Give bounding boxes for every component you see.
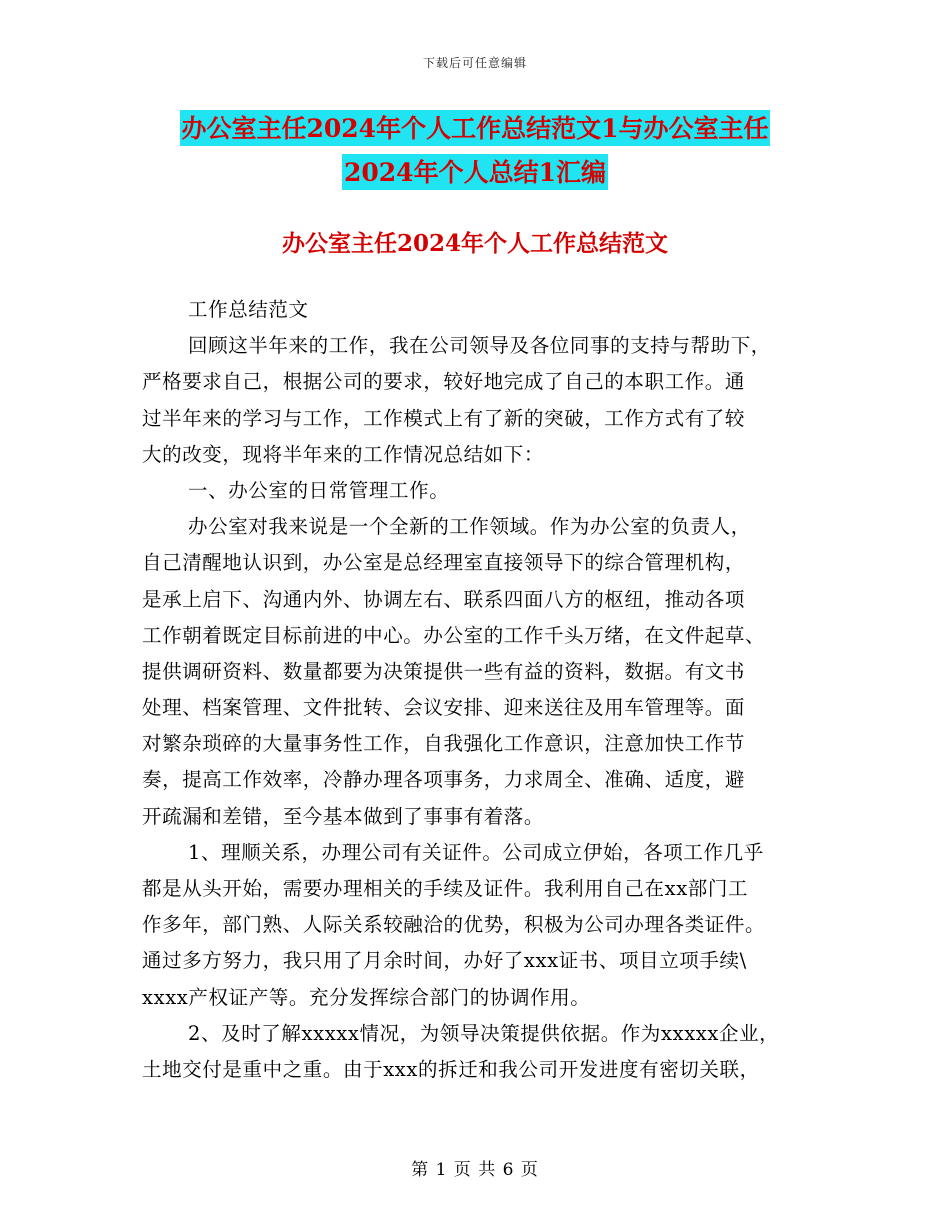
document-title-line-2 (0, 160, 950, 185)
body-line: 通过多方努力，我只用了月余时间，办好了xxx证书、项目立项手续\ (142, 949, 747, 973)
header-note: 下载后可任意编辑 (422, 56, 527, 70)
body-line: 土地交付是重中之重。由于xxx的拆迁和我公司开发进度有密切关联， (142, 1057, 760, 1081)
body-line: 作多年，部门熟、人际关系较融洽的优势，积极为公司办理各类证件。 (142, 913, 766, 937)
body-line: 过半年来的学习与工作，工作模式上有了新的突破，工作方式有了较 (142, 406, 746, 430)
body-line: xxxx产权证产等。充分发挥综合部门的协调作用。 (142, 985, 591, 1009)
document-title-line-2-text: 2024年个人总结1汇编 (342, 154, 608, 190)
document-body (142, 292, 822, 1088)
body-line: 严格要求自己，根据公司的要求，较好地完成了自己的本职工作。通 (142, 370, 746, 394)
body-line: 工作朝着既定目标前进的中心。办公室的工作千头万绪，在文件起草、 (142, 623, 766, 647)
body-line: 一、办公室的日常管理工作。 (188, 478, 450, 502)
body-line: 处理、档案管理、文件批转、会议安排、迎来送往及用车管理等。面 (142, 696, 746, 720)
body-line: 是承上启下、沟通内外、协调左右、联系四面八方的枢纽，推动各项 (142, 587, 746, 611)
body-line: 办公室对我来说是一个全新的工作领域。作为办公室的负责人， (188, 515, 751, 539)
body-line: 自己清醒地认识到，办公室是总经理室直接领导下的综合管理机构， (142, 551, 746, 575)
body-line: 都是从头开始，需要办理相关的手续及证件。我利用自己在xx部门工 (142, 877, 749, 900)
body-line: 1、理顺关系，办理公司有关证件。公司成立伊始，各项工作几乎 (188, 840, 764, 864)
body-line: 对繁杂琐碎的大量事务性工作，自我强化工作意识，注意加快工作节 (142, 732, 746, 756)
body-line: 开疏漏和差错，至今基本做到了事事有着落。 (142, 804, 545, 828)
body-line: 大的改变，现将半年来的工作情况总结如下： (142, 442, 545, 466)
body-line: 工作总结范文 (188, 298, 309, 321)
body-line: 回顾这半年来的工作，我在公司领导及各位同事的支持与帮助下， (188, 334, 771, 358)
body-line: 提供调研资料、数量都要为决策提供一些有益的资料，数据。有文书 (142, 659, 746, 683)
body-line: 2、及时了解xxxxx情况，为领导决策提供依据。作为xxxxx企业， (188, 1021, 780, 1045)
body-line: 奏，提高工作效率，冷静办理各项事务，力求周全、准确、适度，避 (142, 768, 746, 792)
document-title-line-1-text: 办公室主任2024年个人工作总结范文1与办公室主任 (180, 110, 771, 146)
document-title-line-1 (0, 116, 950, 141)
page-footer: 第 1 页 共 6 页 (411, 1160, 539, 1180)
section-title: 办公室主任2024年个人工作总结范文 (281, 230, 668, 257)
